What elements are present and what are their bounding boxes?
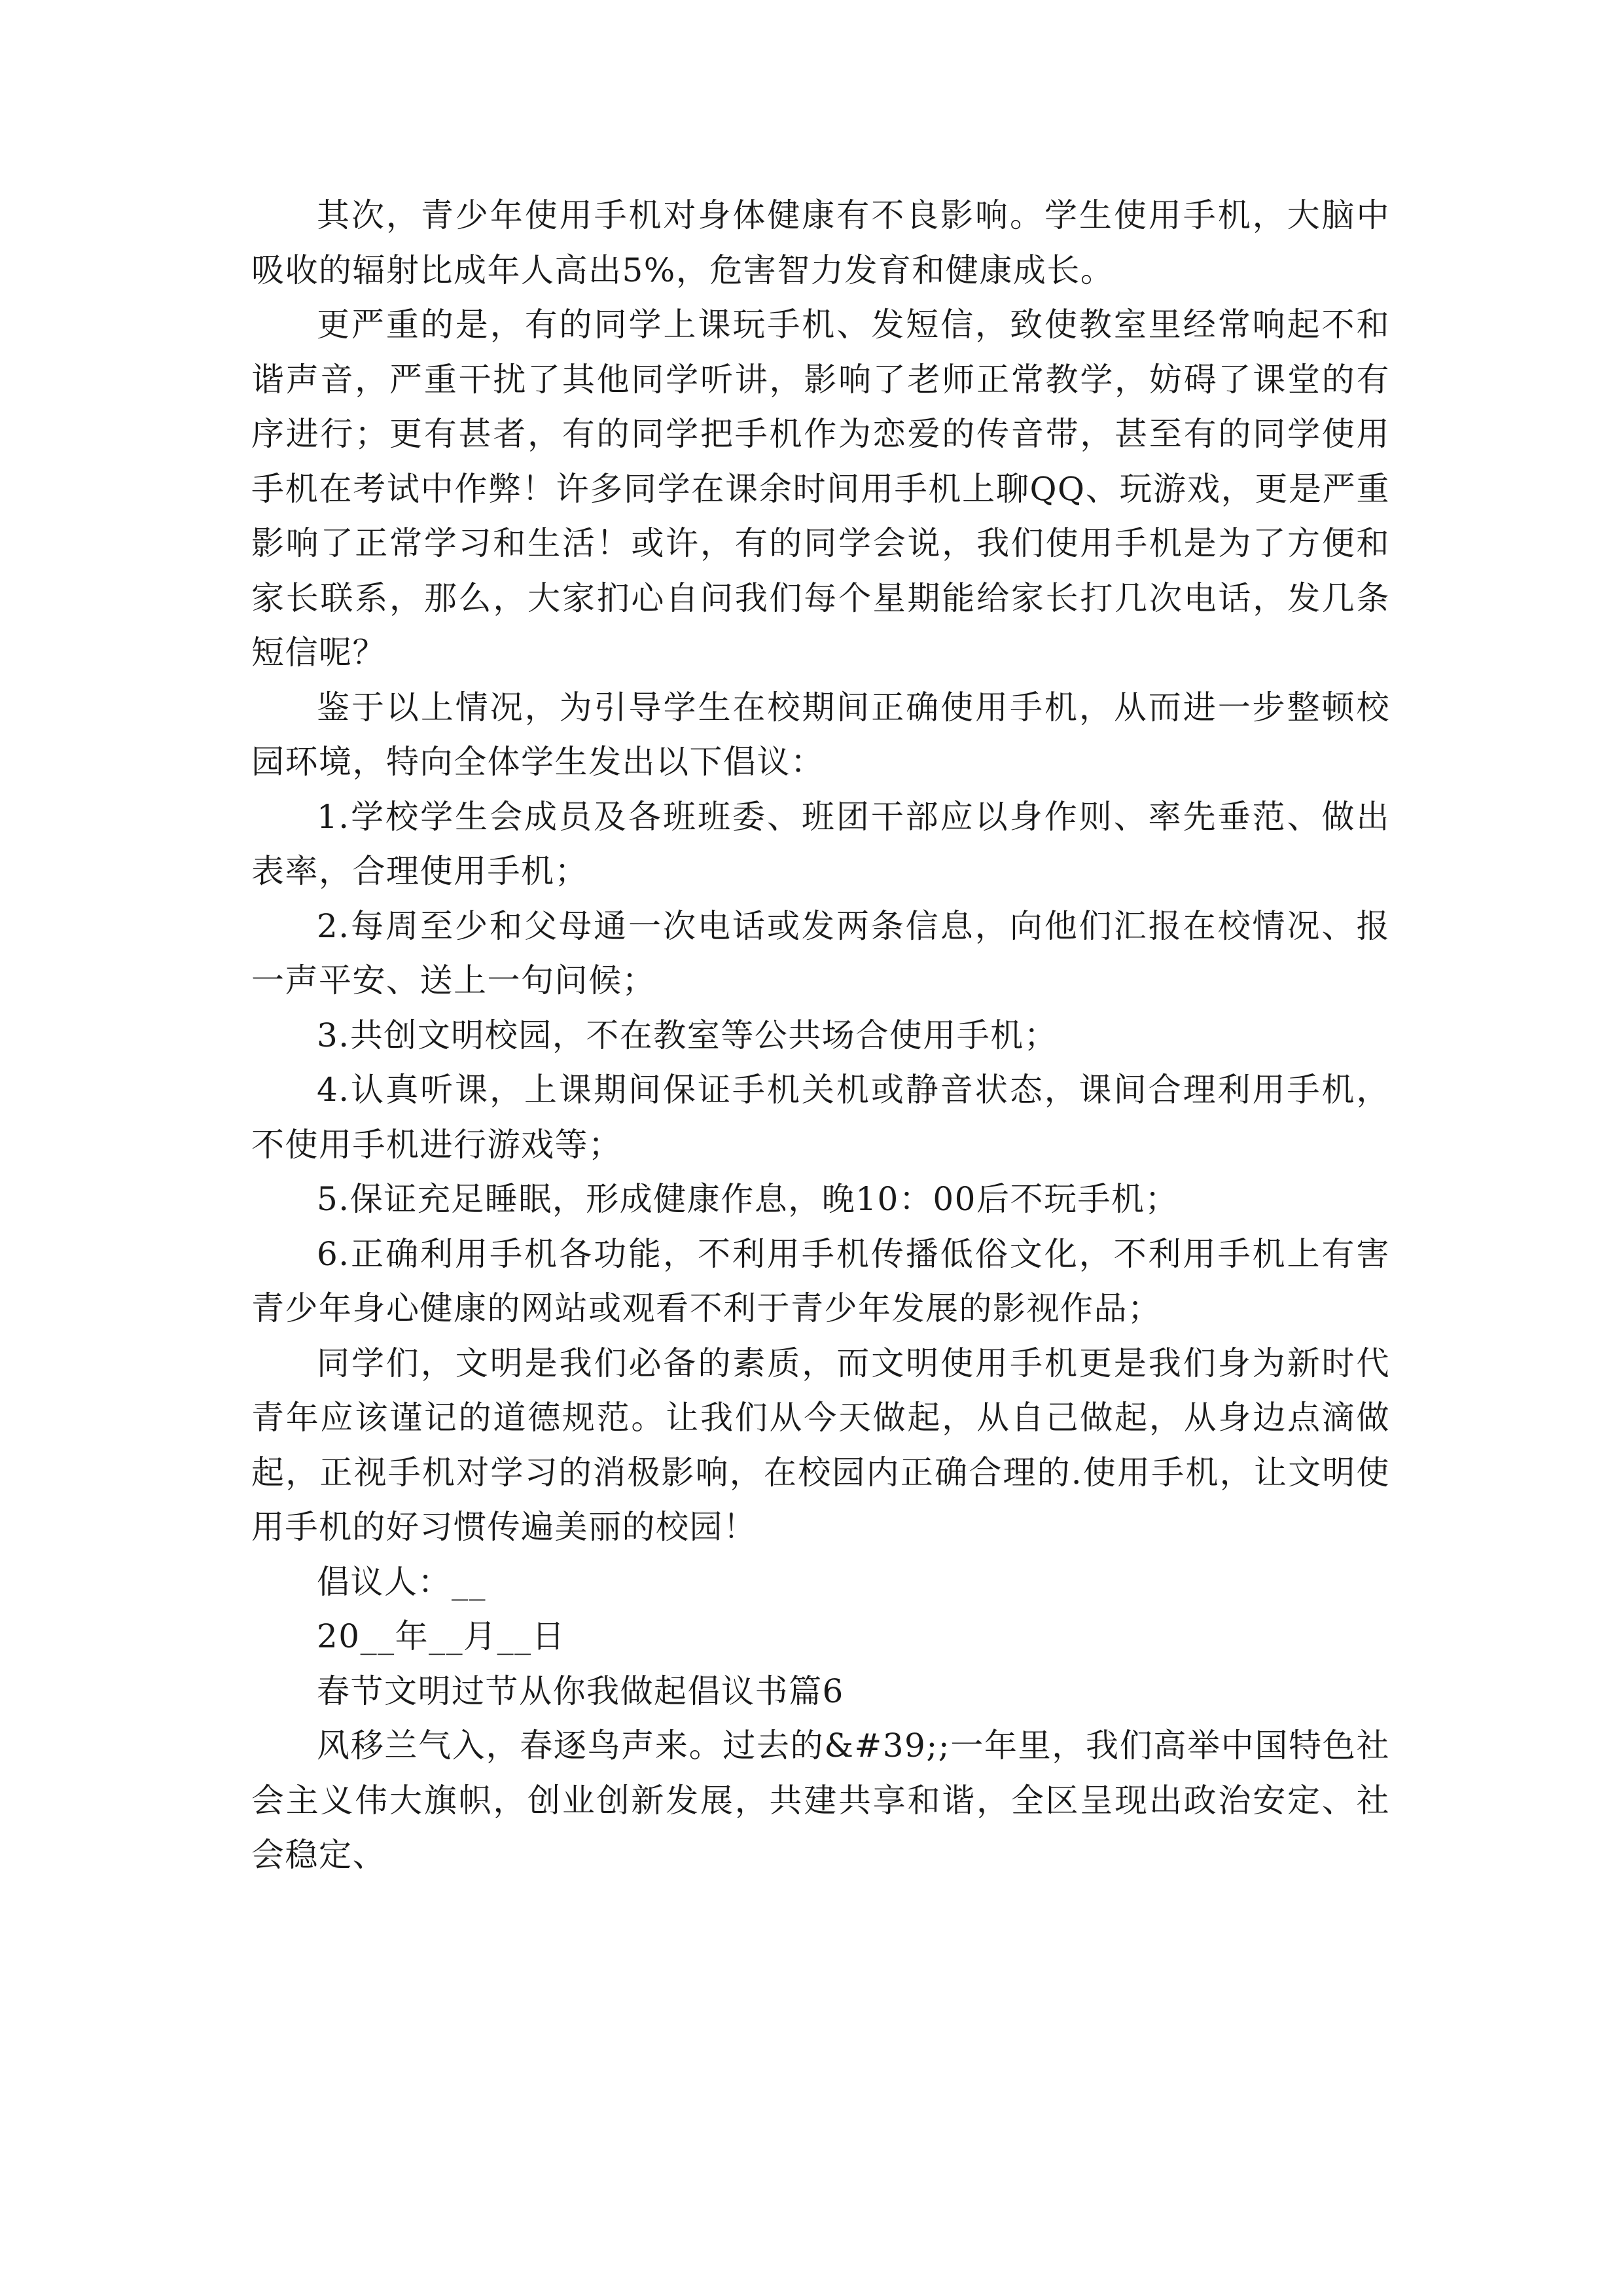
list-item-5: 5.保证充足睡眠，形成健康作息，晚10：00后不玩手机； (317, 1180, 1179, 1218)
list-item-2: 2.每周至少和父母通一次电话或发两条信息，向他们汇报在校情况、报一声平安、送上一句问候； (251, 906, 1390, 999)
paragraph-closing-appeal: 同学们，文明是我们必备的素质，而文明使用手机更是我们身为新时代青年应该谨记的道德规范。让我们从今天做起，从自己做起，从身边点滴做起，正视手机对学习的消极影响，在校园内正确合理的.使用手机，让文明使用手机的好习惯传遍美丽的校园！ (251, 1344, 1390, 1546)
list-item-4: 4.认真听课，上课期间保证手机关机或静音状态，课间合理利用手机，不使用手机进行游戏等； (251, 1071, 1390, 1164)
section-heading: 春节文明过节从你我做起倡议书篇6 (317, 1672, 844, 1710)
paragraph-health-impact: 其次，青少年使用手机对身体健康有不良影响。学生使用手机，大脑中吸收的辐射比成年人高出5%，危害智力发育和健康成长。 (251, 196, 1390, 289)
list-item-3: 3.共创文明校园，不在教室等公共场合使用手机； (317, 1016, 1058, 1054)
date-line: 20__年__月__日 (317, 1617, 566, 1655)
list-item-1: 1.学校学生会成员及各班班委、班团干部应以身作则、率先垂范、做出表率，合理使用手机； (251, 797, 1390, 890)
list-item-6: 6.正确利用手机各功能，不利用手机传播低俗文化，不利用手机上有害青少年身心健康的网站或观看不利于青少年发展的影视作品； (251, 1234, 1390, 1327)
document-body (251, 188, 1390, 1883)
signature-line: 倡议人：__ (317, 1562, 486, 1601)
paragraph-proposal-intro: 鉴于以上情况，为引导学生在校期间正确使用手机，从而进一步整顿校园环境，特向全体学生发出以下倡议： (251, 688, 1390, 781)
paragraph-classroom-disruption: 更严重的是，有的同学上课玩手机、发短信，致使教室里经常响起不和谐声音，严重干扰了其他同学听讲，影响了老师正常教学，妨碍了课堂的有序进行；更有甚者，有的同学把手机作为恋爱的传音带，甚至有的同学使用手机在考试中作弊！许多同学在课余时间用手机上聊QQ、玩游戏，更是严重影响了正常学习和生活！或许，有的同学会说，我们使用手机是为了方便和家长联系，那么，大家扪心自问我们每个星期能给家长打几次电话，发几条短信呢？ (251, 306, 1390, 672)
paragraph-spring-festival-intro: 风移兰气入，春逐鸟声来。过去的&#39;;一年里，我们高举中国特色社会主义伟大旗帜，创业创新发展，共建共享和谐，全区呈现出政治安定、社会稳定、 (251, 1727, 1390, 1874)
